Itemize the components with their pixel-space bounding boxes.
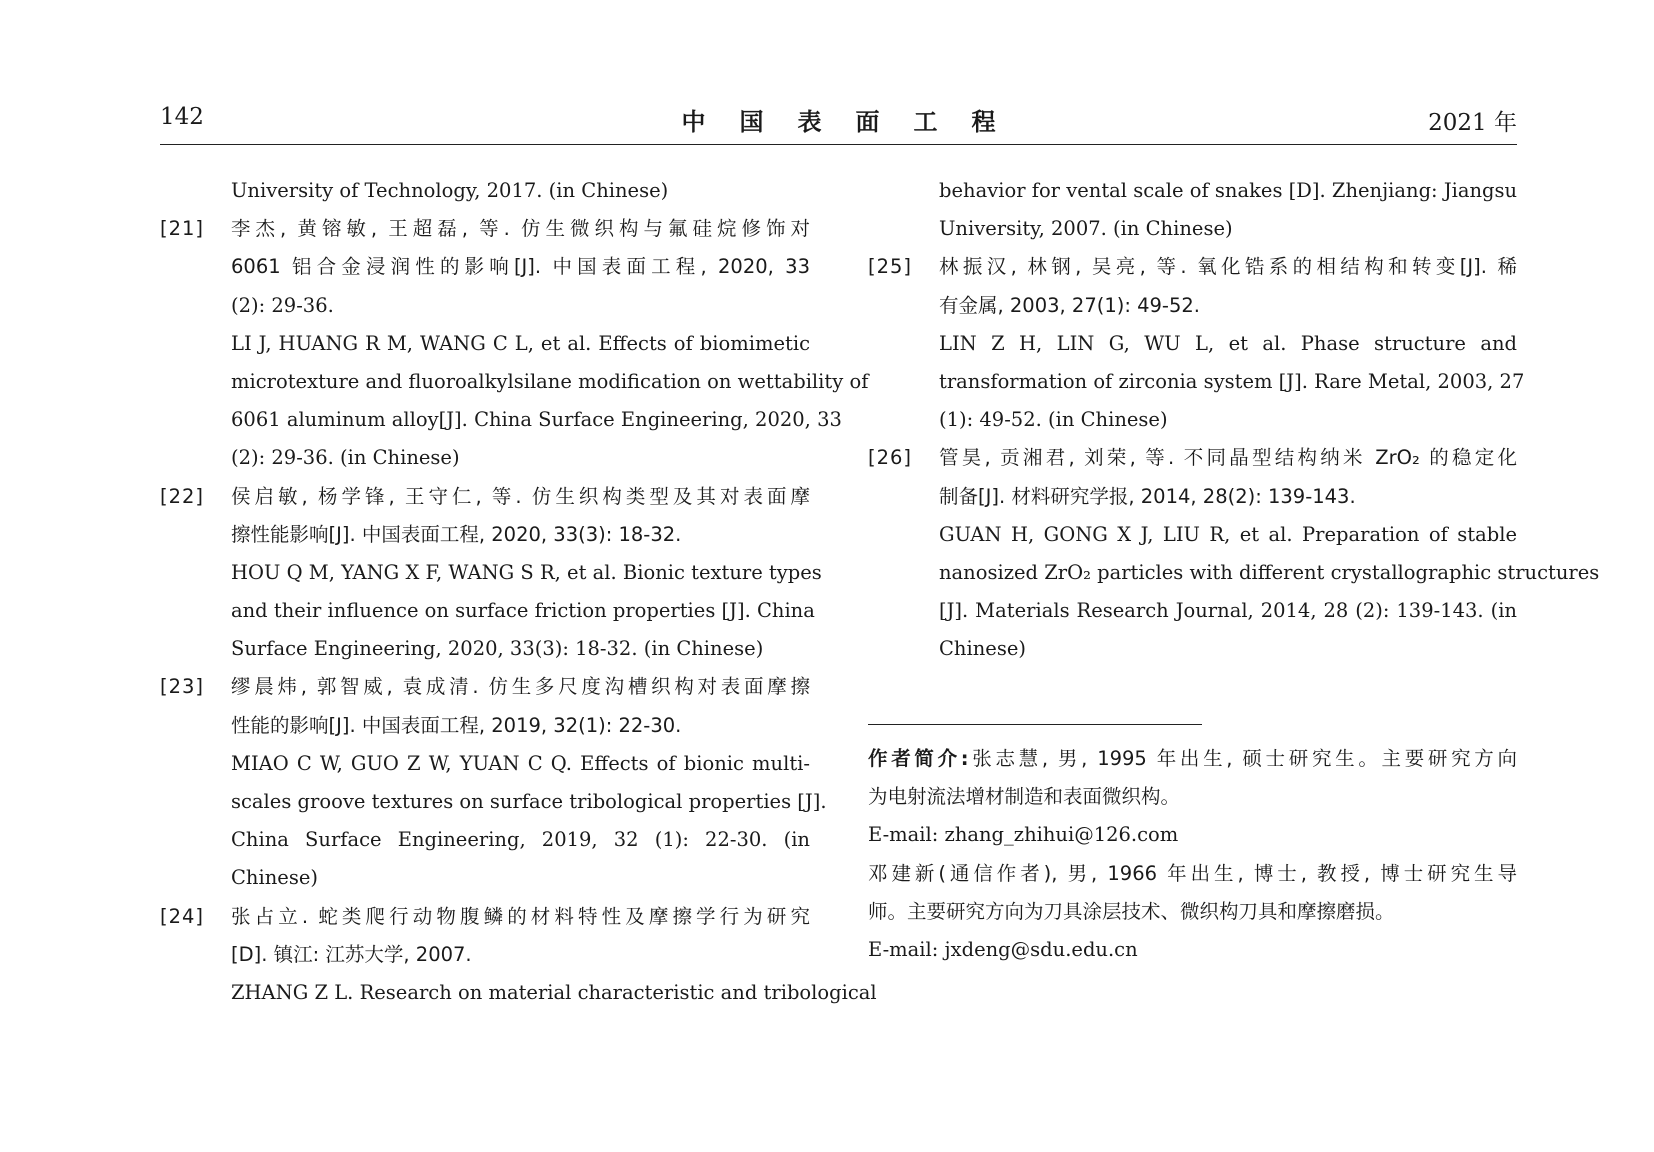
reference-line [160, 172, 810, 210]
reference-line [868, 439, 1517, 477]
reference-text: 6061 aluminum alloy[J]. China Surface Engineering, 2020, 33 [231, 408, 842, 432]
reference-text: ZHANG Z L. Research on material characteristic and tribological [231, 980, 877, 1004]
reference-text: University of Technology, 2017. (in Chinese) [231, 179, 669, 202]
reference-line [160, 936, 810, 974]
reference-text: HOU Q M, YANG X F, WANG S R, et al. Bionic texture types [231, 560, 822, 584]
reference-line [868, 630, 1517, 668]
reference-text: (2): 29-36. [231, 293, 334, 317]
reference-text: 张占立. 蛇类爬行动物腹鳞的材料特性及摩擦学行为研究 [231, 904, 810, 928]
reference-text: behavior for vental scale of snakes [D]. Zhenjiang: Jiangsu [939, 179, 1518, 202]
reference-text: 李杰, 黄镕敏, 王超磊, 等. 仿生微织构与氟硅烷修饰对 [231, 217, 810, 241]
reference-line [868, 516, 1517, 554]
reference-text: 有金属, 2003, 27(1): 49-52. [939, 293, 1200, 317]
bio-line [868, 740, 1517, 778]
reference-text: and their influence on surface friction properties [J]. China [231, 599, 815, 623]
reference-line [160, 516, 810, 554]
reference-text: Surface Engineering, 2020, 33(3): 18-32. (in Chinese) [231, 637, 764, 661]
reference-text: Chinese) [231, 866, 318, 890]
reference-text: University, 2007. (in Chinese) [939, 217, 1233, 241]
reference-number: [22] [160, 484, 205, 508]
reference-line [160, 783, 827, 821]
reference-number: [25] [868, 255, 913, 279]
reference-line [160, 630, 810, 668]
author-bio [868, 740, 1517, 969]
reference-text: 缪晨炜, 郭智威, 袁成清. 仿生多尺度沟槽织构对表面摩擦 [231, 675, 810, 699]
reference-line [160, 439, 810, 477]
reference-text: nanosized ZrO₂ particles with different crystallographic structures [939, 560, 1600, 584]
reference-text: China Surface Engineering, 2019, 32 (1): 22-30. (in [231, 828, 810, 852]
reference-line [160, 592, 815, 630]
reference-line [868, 363, 1525, 401]
reference-line [868, 401, 1517, 439]
reference-line [160, 821, 810, 859]
reference-text: [D]. 镇江: 江苏大学, 2007. [231, 942, 472, 966]
reference-number: [21] [160, 217, 205, 241]
reference-text: 侯启敏, 杨学锋, 王守仁, 等. 仿生织构类型及其对表面摩 [231, 484, 810, 508]
reference-text: MIAO C W, GUO Z W, YUAN C Q. Effects of bionic multi- [231, 751, 810, 775]
reference-line [160, 974, 877, 1012]
running-header [160, 100, 1517, 145]
reference-number: [24] [160, 904, 205, 928]
page-number: 142 [160, 104, 204, 130]
reference-number: [23] [160, 675, 205, 699]
left-reference-column [160, 172, 877, 1012]
reference-line [160, 668, 810, 706]
reference-line [160, 745, 810, 783]
reference-text: (2): 29-36. (in Chinese) [231, 446, 460, 470]
reference-line [160, 363, 869, 401]
reference-text: transformation of zirconia system [J]. Rare Metal, 2003, 27 [939, 369, 1525, 393]
bio-text: 张志慧, 男, 1995 年出生, 硕士研究生。主要研究方向 [968, 747, 1517, 770]
reference-text: (1): 49-52. (in Chinese) [939, 408, 1168, 432]
reference-text: [J]. Materials Research Journal, 2014, 28 (2): 139-143. (in [939, 599, 1517, 623]
reference-line [868, 210, 1517, 248]
bio-email: E-mail: jxdeng@sdu.edu.cn [868, 937, 1138, 961]
reference-text: LI J, HUANG R M, WANG C L, et al. Effects of biomimetic [231, 331, 810, 355]
bio-line: 邓建新(通信作者), 男, 1966 年出生, 博士, 教授, 博士研究生导 [868, 861, 1517, 885]
reference-line [868, 248, 1517, 286]
reference-text: 制备[J]. 材料研究学报, 2014, 28(2): 139-143. [939, 484, 1356, 508]
bio-label: 作者简介: [868, 747, 969, 770]
reference-text: GUAN H, GONG X J, LIU R, et al. Preparation of stable [939, 522, 1517, 546]
footnote-divider [868, 724, 1202, 725]
reference-text: scales groove textures on surface tribological properties [J]. [231, 790, 827, 813]
bio-line: 为电射流法增材制造和表面微织构。 [868, 785, 1181, 809]
reference-line [160, 898, 810, 936]
reference-line [160, 478, 810, 516]
reference-line [868, 592, 1517, 630]
reference-line [160, 325, 810, 363]
reference-line [160, 210, 810, 248]
reference-text: LIN Z H, LIN G, WU L, et al. Phase structure and [939, 331, 1517, 355]
reference-line [160, 248, 810, 286]
reference-text: 擦性能影响[J]. 中国表面工程, 2020, 33(3): 18-32. [231, 522, 682, 546]
right-reference-column [868, 172, 1600, 668]
reference-text: 6061 铝合金浸润性的影响[J]. 中国表面工程, 2020, 33 [231, 255, 810, 279]
reference-line [868, 287, 1517, 325]
reference-number: [26] [868, 446, 913, 470]
reference-line [160, 707, 810, 745]
reference-text: 林振汉, 林钢, 吴亮, 等. 氧化锆系的相结构和转变[J]. 稀 [939, 255, 1517, 279]
reference-line [160, 554, 822, 592]
reference-line [160, 287, 810, 325]
reference-line [160, 859, 810, 897]
bio-line: 师。主要研究方向为刀具涂层技术、微织构刀具和摩擦磨损。 [868, 899, 1395, 923]
reference-line [160, 401, 842, 439]
reference-line [868, 478, 1517, 516]
reference-line [868, 172, 1517, 210]
reference-text: microtexture and fluoroalkylsilane modification on wettability of [231, 369, 869, 393]
journal-title: 中国表面工程 [681, 108, 1030, 136]
reference-text: Chinese) [939, 637, 1026, 661]
bio-email: E-mail: zhang_zhihui@126.com [868, 823, 1179, 847]
reference-text: 管昊, 贡湘君, 刘荣, 等. 不同晶型结构纳米 ZrO₂ 的稳定化 [939, 446, 1517, 470]
reference-line [868, 554, 1600, 592]
reference-text: 性能的影响[J]. 中国表面工程, 2019, 32(1): 22-30. [231, 713, 682, 737]
publication-year: 2021 年 [1428, 110, 1517, 136]
reference-line [868, 325, 1517, 363]
